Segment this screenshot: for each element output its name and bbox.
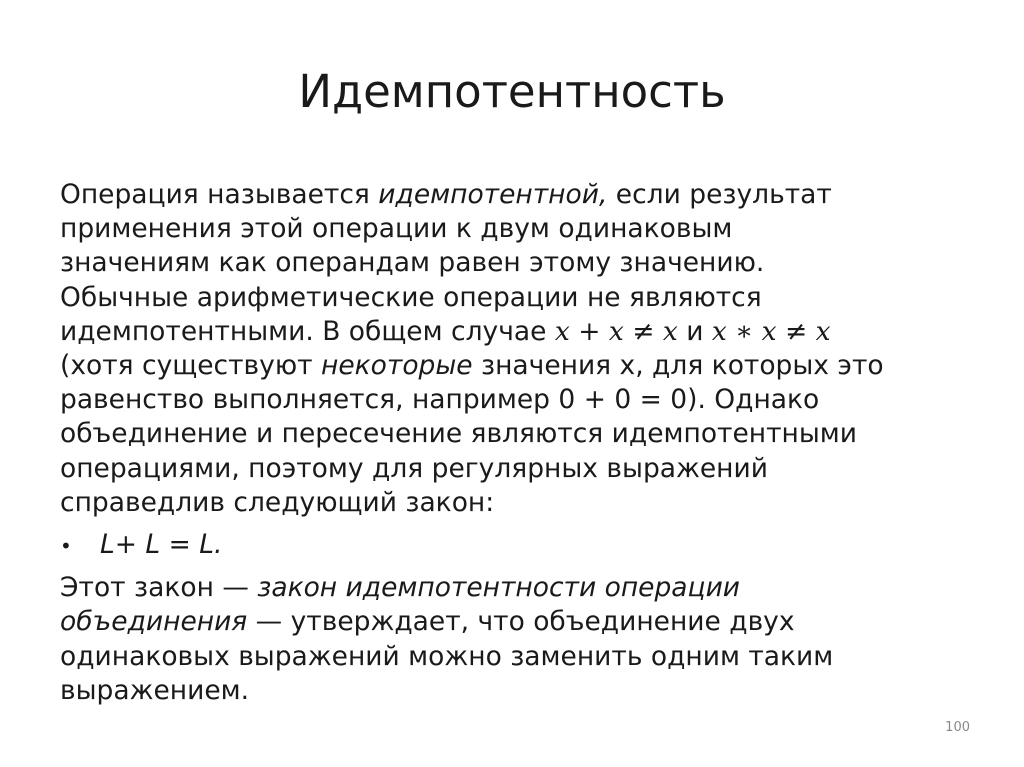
math-expression: 𝑥 ∗ 𝑥 ≠ 𝑥 (711, 315, 831, 347)
paragraph-law (60, 571, 960, 708)
slide-title: Идемпотентность (298, 65, 726, 118)
text-line: объединения — утверждает, что объединение двух (60, 606, 795, 638)
text-line: значениям как операндам равен этому значению. (60, 247, 765, 279)
slide-body (60, 178, 960, 708)
text-line: (хотя существуют некоторые значения x, для которых это (60, 350, 884, 382)
math-expression: 𝑥 + 𝑥 ≠ 𝑥 (554, 315, 678, 347)
paragraph-definition (60, 178, 960, 520)
text-line: Обычные арифметические операции не являются (60, 281, 762, 313)
text-line: применения этой операции к двум одинаковым (60, 213, 733, 245)
bullet-text: L+ L = L. (100, 529, 223, 561)
emphasis-word: некоторые (321, 350, 473, 382)
bullet-item (60, 528, 960, 563)
text-line: операциями, поэтому для регулярных выражений (60, 452, 768, 484)
text-line: объединение и пересечение являются идемпотентными (60, 418, 858, 450)
text-line: одинаковых выражений можно заменить одним таким (60, 640, 834, 672)
text-line: Этот закон — закон идемпотентности операции (60, 572, 741, 604)
text-line: идемпотентными. В общем случае 𝑥 + 𝑥 ≠ 𝑥 и 𝑥 ∗ 𝑥 ≠ 𝑥 (60, 315, 831, 347)
text-line: равенство выполняется, например 0 + 0 = 0). Однако (60, 384, 820, 416)
bullet-icon: • (60, 534, 72, 559)
text-line: Операция называется идемпотентной, если результат (60, 179, 832, 210)
page-number: 100 (945, 720, 970, 735)
emphasis-term: идемпотентной, (378, 179, 608, 210)
text-line: справедлив следующий закон: (60, 486, 495, 518)
text-line: выражением. (60, 674, 250, 706)
emphasis-law-name: закон идемпотентности операции (257, 572, 741, 604)
emphasis-law-name: объединения (60, 606, 248, 638)
